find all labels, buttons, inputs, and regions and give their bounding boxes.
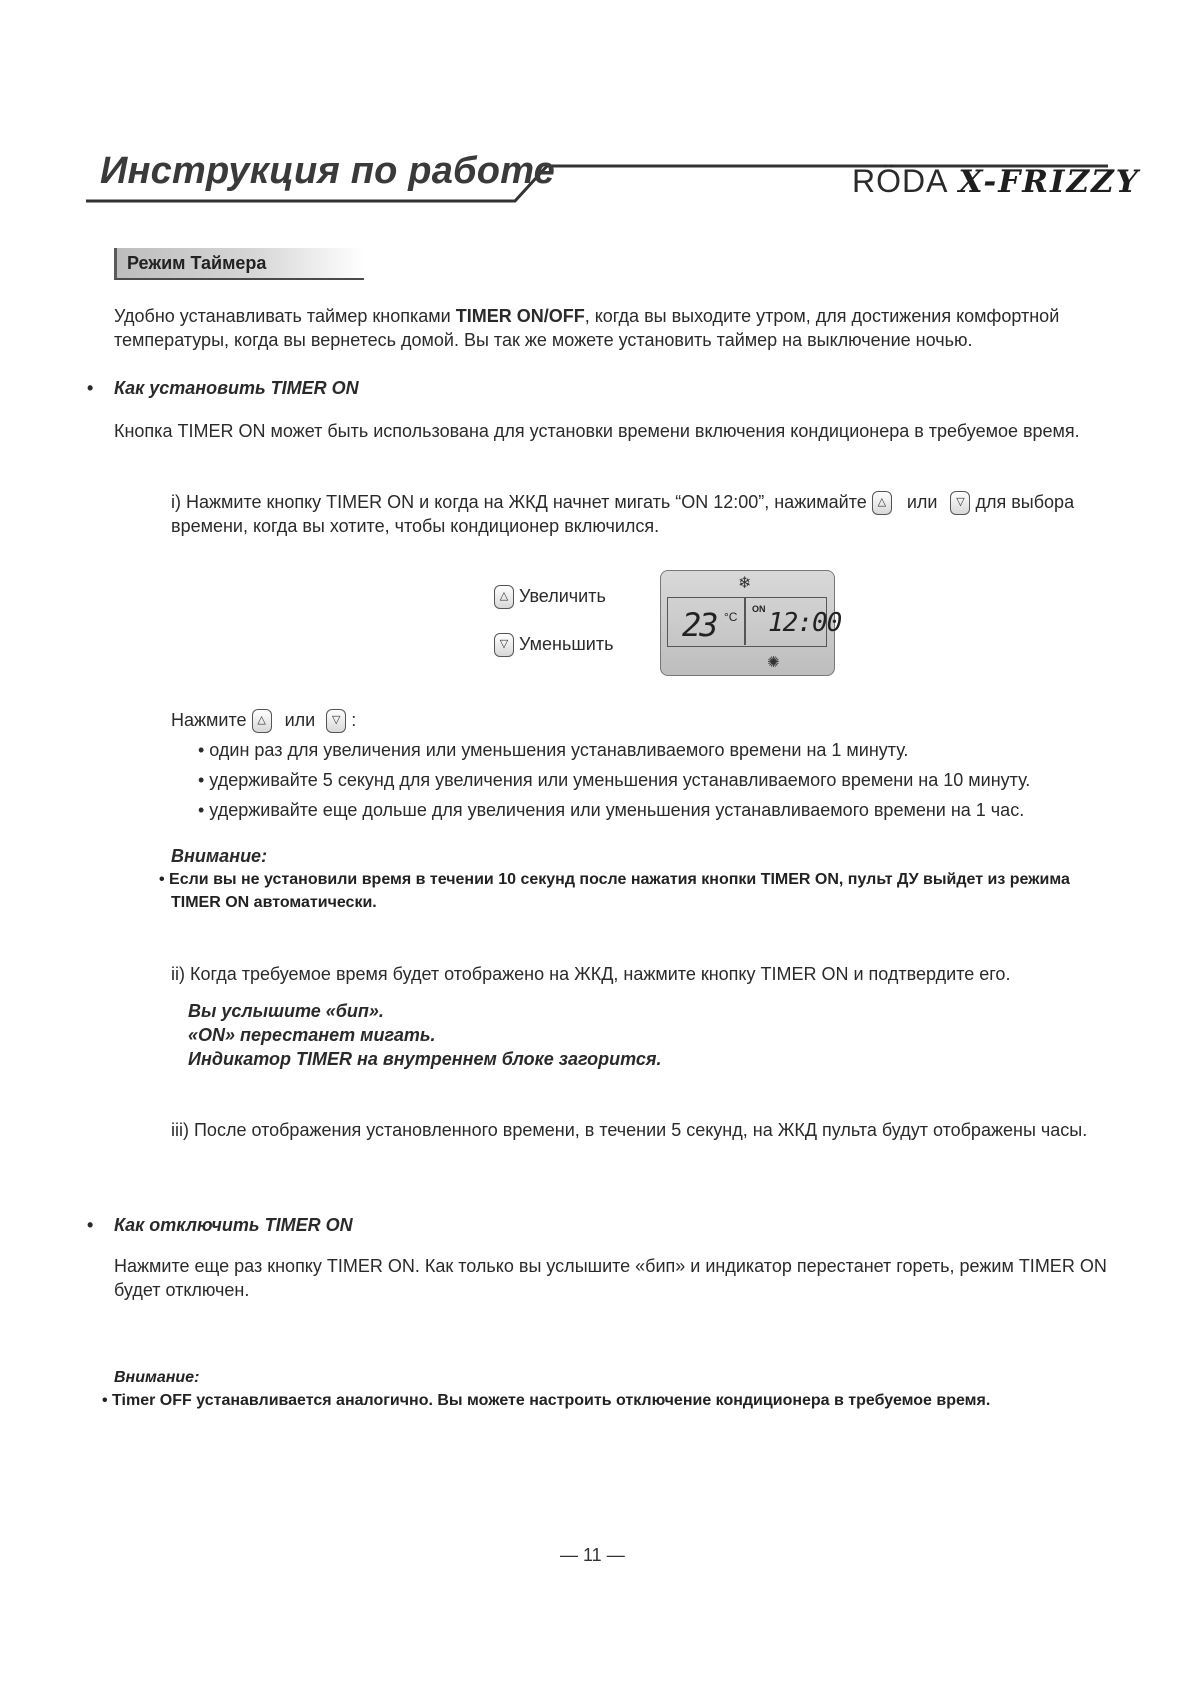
sub-item-3: • удерживайте еще дольше для увеличения или уменьшения устанавливаемого времени на 1 час.: [198, 800, 1025, 820]
or-text: или: [906, 492, 938, 512]
decrease-label: Уменьшить: [519, 634, 614, 654]
step-2-note-1: Вы услышите «бип».: [188, 1001, 384, 1021]
timer-on-desc: Кнопка TIMER ON может быть использована для установки времени включения кондиционера в требуемое время.: [114, 421, 1080, 441]
section-title: Режим Таймера: [114, 248, 364, 280]
lcd-time: 12:00: [768, 608, 842, 638]
model-name: X-FRIZZY: [958, 164, 1140, 200]
page-number: — 11 —: [560, 1545, 625, 1565]
timer-off-line-1: Нажмите еще раз кнопку TIMER ON. Как только вы услышите «бип» и индикатор перестанет гореть, режим TIMER ON: [114, 1256, 1107, 1276]
brand-logo: [852, 163, 1140, 200]
sub-item-1: • один раз для увеличения или уменьшения устанавливаемого времени на 1 минуту.: [198, 740, 909, 760]
heading-timer-off: Как отключить TIMER ON: [114, 1215, 353, 1235]
attention-line-2: TIMER ON автоматически.: [171, 894, 377, 911]
heading-timer-on: Как установить TIMER ON: [114, 378, 359, 398]
lcd-divider: [744, 598, 746, 645]
intro-line-2: температуры, когда вы вернетесь домой. Вы так же можете установить таймер на выключение ночью.: [114, 330, 973, 350]
fan-icon: ✺: [767, 654, 780, 671]
attention-line-1: • Если вы не установили время в течении 10 секунд после нажатия кнопки TIMER ON, пульт ДУ выйдет из режима: [159, 871, 1070, 888]
press-colon: :: [351, 710, 357, 730]
intro-text: , когда вы выходите утром, для достижения комфортной: [584, 306, 1060, 326]
sub-item-2: • удерживайте 5 секунд для увеличения или уменьшения устанавливаемого времени на 10 минуту.: [198, 770, 1031, 790]
lcd-temperature-unit: °C: [724, 610, 738, 624]
step-1-text: для выбора: [975, 492, 1075, 512]
step-2: ii) Когда требуемое время будет отображено на ЖКД, нажмите кнопку TIMER ON и подтвердите его.: [171, 964, 1011, 984]
page-title: Инструкция по работе: [100, 150, 556, 192]
step-3: iii) После отображения установленного времени, в течении 5 секунд, на ЖКД пульта будут отображены часы.: [171, 1120, 1088, 1140]
step-1-text: i) Нажмите кнопку TIMER ON и когда на ЖКД начнет мигать “ON 12:00”, нажимайте: [171, 492, 867, 512]
snowflake-icon: ❄: [738, 575, 752, 592]
timer-off-line-2: будет отключен.: [114, 1280, 250, 1300]
brand-name: RÖDA: [852, 163, 949, 199]
step-2-note-3: Индикатор TIMER на внутреннем блоке загорится.: [188, 1049, 662, 1069]
up-button-icon: △: [252, 709, 272, 733]
or-text: или: [284, 710, 316, 730]
attention-label: Внимание:: [171, 846, 268, 866]
intro-text: Удобно устанавливать таймер кнопками: [114, 306, 456, 326]
attention-label-2: Внимание:: [114, 1369, 200, 1386]
intro-bold: TIMER ON/OFF: [455, 306, 585, 326]
bullet: •: [87, 378, 94, 398]
attention-text-2: • Timer OFF устанавливается аналогично. Вы можете настроить отключение кондиционера в требуемое время.: [102, 1392, 991, 1409]
down-button-icon: ▽: [326, 709, 346, 733]
lcd-screen: [667, 597, 842, 647]
lcd-display: [660, 570, 842, 676]
intro-line-1: [114, 304, 1059, 329]
bullet: •: [87, 1215, 94, 1235]
up-button-icon: △: [494, 585, 514, 609]
step-1-line-2: времени, когда вы хотите, чтобы кондиционер включился.: [171, 516, 660, 536]
down-button-icon: ▽: [950, 491, 970, 515]
down-button-icon: ▽: [494, 633, 514, 657]
lcd-on-indicator: ON: [752, 604, 766, 614]
decrease-legend: [494, 632, 613, 657]
step-2-note-2: «ON» перестанет мигать.: [188, 1025, 436, 1045]
lcd-temperature: 23: [682, 606, 717, 644]
increase-legend: [494, 584, 606, 609]
increase-label: Увеличить: [519, 586, 606, 606]
step-1-line-1: [171, 490, 1074, 515]
up-button-icon: △: [872, 491, 892, 515]
press-text: Нажмите: [171, 710, 247, 730]
press-line: [171, 708, 356, 733]
